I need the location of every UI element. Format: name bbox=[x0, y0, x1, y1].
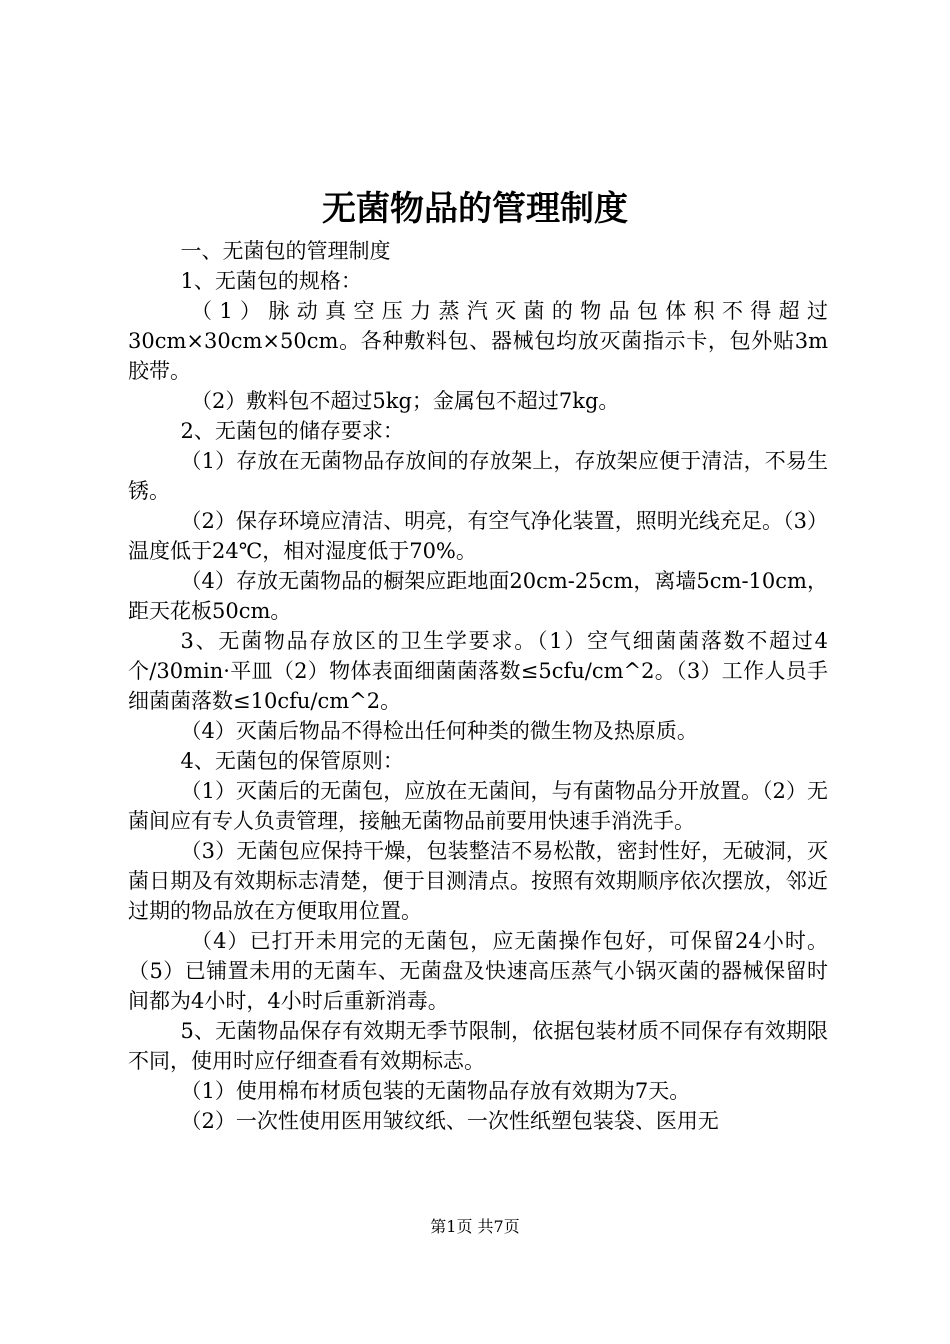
paragraph: （4）已打开未用完的无菌包，应无菌操作包好，可保留24小时。（5）已铺置未用的无菌车、无菌盘及快速高压蒸气小锅灭菌的器械保留时间都为4小时，4小时后重新消毒。 bbox=[128, 929, 828, 1013]
paragraph: （2）敷料包不超过5kg；金属包不超过7kg。 bbox=[191, 389, 620, 413]
paragraph: （1）灭菌后的无菌包，应放在无菌间，与有菌物品分开放置。（2）无菌间应有专人负责管理，接触无菌物品前要用快速手消洗手。 bbox=[128, 779, 828, 833]
subheading-2: 2、无菌包的储存要求： bbox=[180, 419, 404, 443]
paragraph: （4）存放无菌物品的橱架应距地面20cm-25cm，离墙5cm-10cm，距天花板50cm。 bbox=[128, 569, 828, 623]
paragraph: （1）使用棉布材质包装的无菌物品存放有效期为7天。 bbox=[180, 1079, 691, 1103]
subheading-5: 5、无菌物品保存有效期无季节限制，依据包装材质不同保存有效期限不同，使用时应仔细查看有效期标志。 bbox=[128, 1019, 828, 1073]
paragraph: （1）脉动真空压力蒸汽灭菌的物品包体积不得超过30cm×30cm×50cm。各种敷料包、器械包均放灭菌指示卡，包外贴3m胶带。 bbox=[128, 299, 828, 383]
subheading-4: 4、无菌包的保管原则： bbox=[180, 749, 404, 773]
paragraph: （3）无菌包应保持干燥，包装整洁不易松散，密封性好，无破洞，灭菌日期及有效期标志清楚，便于目测清点。按照有效期顺序依次摆放，邻近过期的物品放在方便取用位置。 bbox=[128, 839, 828, 923]
page-footer: 第1页 共7页 bbox=[430, 1217, 520, 1236]
paragraph: （2）保存环境应清洁、明亮，有空气净化装置，照明光线充足。（3）温度低于24℃，相对湿度低于70%。 bbox=[128, 509, 828, 563]
paragraph: （4）灭菌后物品不得检出任何种类的微生物及热原质。 bbox=[180, 719, 698, 743]
paragraph: （1）存放在无菌物品存放间的存放架上，存放架应便于清洁，不易生锈。 bbox=[128, 449, 828, 503]
document-body bbox=[128, 236, 828, 1136]
subheading-3: 3、无菌物品存放区的卫生学要求。（1）空气细菌菌落数不超过4个/30min·平皿（2）物体表面细菌菌落数≤5cfu/cm^2。（3）工作人员手细菌菌落数≤10cfu/cm^2。 bbox=[128, 629, 828, 713]
subheading-1: 1、无菌包的规格： bbox=[180, 269, 362, 293]
paragraph: （2）一次性使用医用皱纹纸、一次性纸塑包装袋、医用无 bbox=[180, 1109, 719, 1133]
document-title: 无菌物品的管理制度 bbox=[322, 189, 628, 229]
section-heading-1: 一、无菌包的管理制度 bbox=[180, 239, 391, 263]
